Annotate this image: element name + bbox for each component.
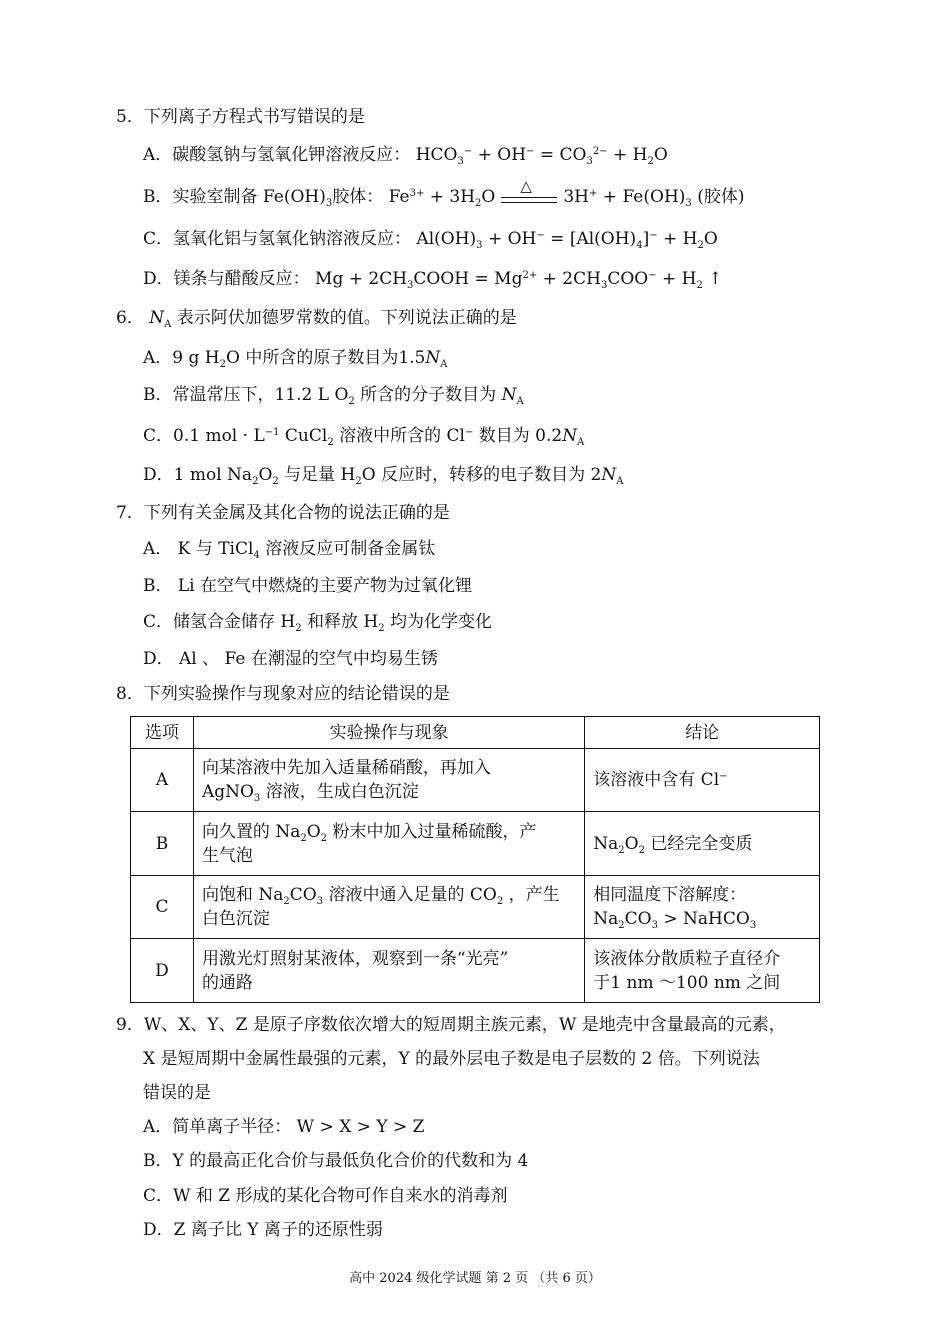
row-c-operation: 向饱和 $Na_2CO_3$ 溶液中通入足量的 $CO_2$ ，产生 白色沉淀 xyxy=(193,876,584,939)
q9-stem-line2: X 是短周期中金属性最强的元素，Y 的最外层电子数是电子层数的 2 倍。下列说法 xyxy=(143,1049,760,1069)
row-c-conclusion: 相同温度下溶解度： $Na_2CO_3$ > NaHCO$_3$ xyxy=(585,876,820,939)
q5-option-a xyxy=(143,144,668,166)
q9-option-a: A．简单离子半径： W > X > Y > Z xyxy=(143,1117,425,1137)
q5-c-label: C．氢氧化铝与氢氧化钠溶液反应： xyxy=(143,229,412,249)
row-b-operation: 向久置的 $Na_2O_2$ 粉末中加入过量稀硫酸，产 生气泡 xyxy=(193,812,584,876)
row-a-conclusion: 该溶液中含有 Cl− xyxy=(585,749,820,812)
header-conclusion: 结论 xyxy=(585,717,820,749)
q7-option-b: B． Li 在空气中燃烧的主要产物为过氧化锂 xyxy=(143,576,473,596)
q6-stem: 6． $N_A$ 表示阿伏加德罗常数的值。下列说法正确的是 xyxy=(116,308,517,330)
q7-option-c: C．储氢合金储存 $H_2$ 和释放 $H_2$ 均为化学变化 xyxy=(143,612,493,634)
q5-c-equation: $Al(OH)_3 + OH^- = [Al(OH)_4]^- + H_2O$ xyxy=(416,229,718,251)
row-d-operation: 用激光灯照射某液体，观察到一条“光亮” 的通路 xyxy=(193,939,584,1003)
q9-option-d: D．Z 离子比 Y 离子的还原性弱 xyxy=(143,1220,383,1240)
q9-option-b: B．Y 的最高正化合价与最低负化合价的代数和为 4 xyxy=(143,1151,529,1171)
q5-stem: 5．下列离子方程式书写错误的是 xyxy=(116,107,365,127)
header-option: 选项 xyxy=(131,717,194,749)
table-header-row xyxy=(131,717,820,749)
q5-option-d xyxy=(143,268,723,290)
q6-option-a: A．9 g $H_2O$ 中所含的原子数目为$1.5N_A$ xyxy=(143,348,448,370)
q6-option-d: D．1 mol $Na_2O_2$ 与足量 $H_2O$ 反应时，转移的电子数目为 $2N_A$ xyxy=(143,465,624,487)
q9-stem-line3: 错误的是 xyxy=(143,1083,211,1103)
q6-option-b: B．常温常压下，11.2 L $O_2$ 所含的分子数目为 $N_A$ xyxy=(143,385,524,407)
q8-stem: 8．下列实验操作与现象对应的结论错误的是 xyxy=(116,684,450,704)
table-row: B 向久置的 $Na_2O_2$ 粉末中加入过量稀硫酸，产 生气泡 $Na_2O_2$ 已经完全变质 xyxy=(131,812,820,876)
header-operation: 实验操作与现象 xyxy=(193,717,584,749)
q5-d-label: D．镁条与醋酸反应： xyxy=(143,269,310,289)
q5-b-label: B．实验室制备 Fe(OH) xyxy=(143,187,326,207)
table-row: A 向某溶液中先加入适量稀硝酸，再加入 AgNO$_3$ 溶液，生成白色沉淀 该溶液中含有 Cl− xyxy=(131,749,820,812)
q5-option-c xyxy=(143,228,718,250)
q5-option-b: B．实验室制备 $Fe(OH)_3$胶体： $Fe^{3+} + 3H_2O$ △ $3H^+ + Fe(OH)_3$ (胶体) xyxy=(143,176,745,209)
heating-arrow-icon: △ xyxy=(501,187,557,209)
q6-option-c: C．0.1 mol · $L^{-1}$ CuCl$_2$ 溶液中所含的 Cl− 数目为 $0.2N_A$ xyxy=(143,426,585,448)
row-d-conclusion: 该液体分散质粒子直径介 于1 nm ～100 nm 之间 xyxy=(585,939,820,1003)
row-a-operation: 向某溶液中先加入适量稀硝酸，再加入 AgNO$_3$ 溶液，生成白色沉淀 xyxy=(193,749,584,812)
table-row: C 向饱和 $Na_2CO_3$ 溶液中通入足量的 $CO_2$ ，产生 白色沉淀 相同温度下溶解度： $Na_2CO_3$ > NaHCO$_3$ xyxy=(131,876,820,939)
q7-option-d: D． Al 、 Fe 在潮湿的空气中均易生锈 xyxy=(143,649,438,669)
q7-stem: 7．下列有关金属及其化合物的说法正确的是 xyxy=(116,503,450,523)
row-b-conclusion: $Na_2O_2$ 已经完全变质 xyxy=(585,812,820,876)
q8-table xyxy=(130,716,820,1003)
q7-option-a: A． K 与 TiCl$_4$ 溶液反应可制备金属钛 xyxy=(143,539,436,561)
q5-a-label: A．碳酸氢钠与氢氧化钾溶液反应： xyxy=(143,145,411,165)
q5-a-equation: $HCO_3^- + OH^- = CO_3^{2-} + H_2O$ xyxy=(415,145,668,167)
page-footer: 高中 2024 级化学试题 第 2 页 （共 6 页） xyxy=(349,1271,601,1286)
q9-option-c: C．W 和 Z 形成的某化合物可作自来水的消毒剂 xyxy=(143,1186,508,1206)
q5-b-equation: $Fe^{3+} + 3H_2O$ △ $3H^+ + Fe(OH)_3$ (胶体) xyxy=(388,176,745,209)
table-row: D 用激光灯照射某液体，观察到一条“光亮” 的通路 该液体分散质粒子直径介 于1 nm ～100 nm 之间 xyxy=(131,939,820,1003)
q5-d-equation: $Mg + 2CH_3COOH = Mg^{2+} + 2CH_3COO^- + H_2$ ↑ xyxy=(315,269,723,291)
q9-stem-line1: 9．W、X、Y、Z 是原子序数依次增大的短周期主族元素，W 是地壳中含量最高的元素， xyxy=(116,1015,786,1035)
